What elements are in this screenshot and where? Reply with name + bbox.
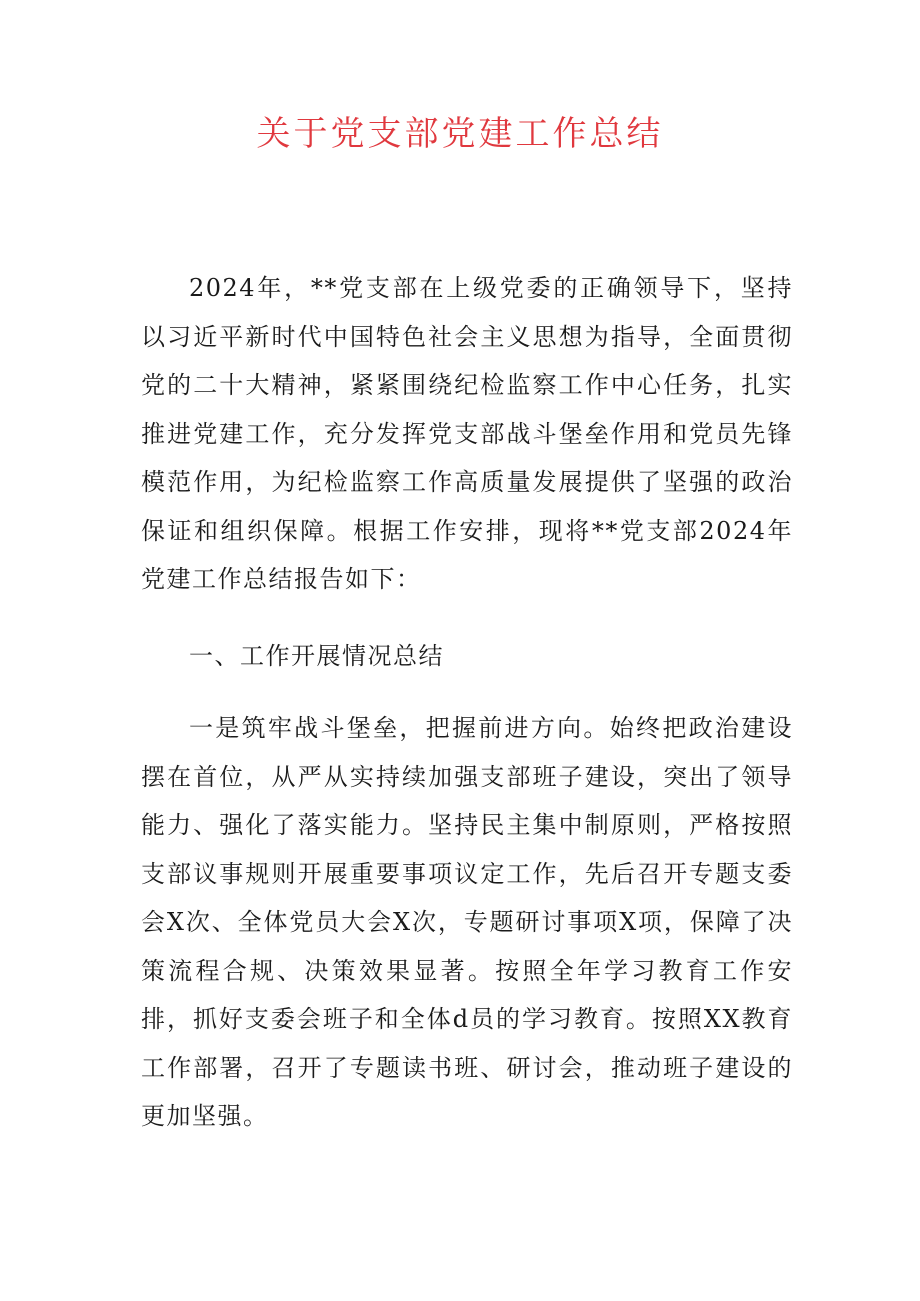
section-heading: 一、工作开展情况总结 bbox=[189, 642, 444, 670]
section-paragraph: 一是筑牢战斗堡垒，把握前进方向。始终把政治建设摆在首位，从严从实持续加强支部班子建设，突出了领导能力、强化了落实能力。坚持民主集中制原则，严格按照支部议事规则开展重要事项议定工作，先后召开专题支委会X次、全体党员大会X次，专题研讨事项X项，保障了决策流程合规、决策效果显著。按照全年学习教育工作安排，抓好支委会班子和全体d员的学习教育。按照XX教育工作部署，召开了专题读书班、研讨会，推动班子建设的更加坚强。 bbox=[141, 714, 793, 1130]
intro-paragraph: 2024年，**党支部在上级党委的正确领导下，坚持以习近平新时代中国特色社会主义思想为指导，全面贯彻党的二十大精神，紧紧围绕纪检监察工作中心任务，扎实推进党建工作，充分发挥党支部战斗堡垒作用和党员先锋模范作用，为纪检监察工作高质量发展提供了坚强的政治保证和组织保障。根据工作安排，现将**党支部2024年党建工作总结报告如下： bbox=[141, 274, 793, 593]
document-title: 关于党支部党建工作总结 bbox=[256, 114, 664, 154]
